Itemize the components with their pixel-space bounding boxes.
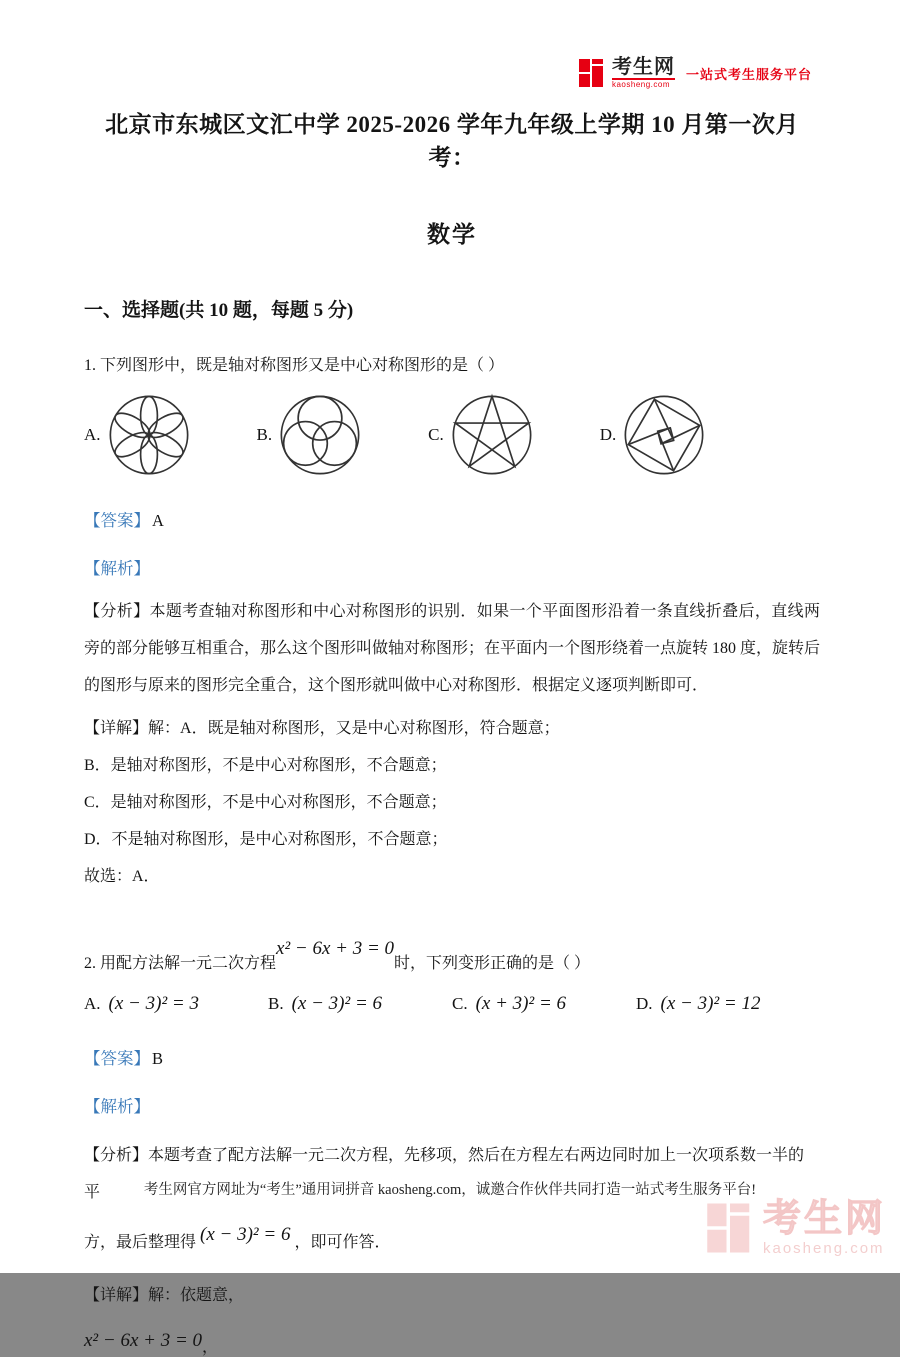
q1-option-a — [84, 393, 191, 477]
q1-xiangjie-line3: C．是轴对称图形，不是中心对称图形，不合题意； — [84, 794, 447, 811]
q1-answer-line — [84, 507, 820, 531]
q2-stem-suffix: 时，下列变形正确的是（ ） — [394, 955, 591, 972]
logo-domain: kaosheng.com — [611, 80, 671, 89]
q2-answer-tag: 【答案】 — [84, 1049, 150, 1068]
watermark-brand-name: 考生网 — [762, 1198, 886, 1240]
kaosheng-logo — [579, 57, 812, 89]
q1-fenxi-tag: 【分析】 — [84, 603, 150, 620]
q2-option-c-label: C. — [452, 994, 468, 1013]
q1-option-d-label: D. — [599, 425, 617, 444]
q1-option-c-label: C. — [428, 425, 444, 444]
q2-fenxi-equation: (x − 3)² = 6 — [200, 1224, 291, 1245]
q2-fenxi-tag: 【分析】 — [84, 1147, 149, 1164]
q2-option-a — [84, 993, 268, 1015]
q2-options-row — [84, 993, 820, 1015]
q2-fenxi-line1-text: 本题考查了配方法解一元二次方程，先移项，然后在方程左右两边同时加上一次项系数一半的平 — [84, 1147, 805, 1201]
page-title-line1: 北京市东城区文汇中学 2025-2026 学年九年级上学期 10 月第一次月考： — [105, 112, 799, 170]
q2-option-d-label: D. — [636, 994, 653, 1013]
q1-xiangjie-line4: D．不是轴对称图形，是中心对称图形，不合题意； — [84, 831, 448, 848]
q2-option-b-formula: (x − 3)² = 6 — [291, 993, 383, 1014]
pentagram-figure — [450, 393, 534, 477]
q1-jiexi-tag: 【解析】 — [84, 559, 150, 578]
q1-xiangjie-line5: 故选：A． — [84, 868, 160, 885]
q1-xiangjie-line2: B．是轴对称图形，不是中心对称图形，不合题意； — [84, 757, 447, 774]
q2-option-b-label: B. — [268, 994, 284, 1013]
q1-fenxi-paragraph — [84, 593, 820, 704]
three-circles-figure — [278, 393, 362, 477]
q1-xiangjie-tag: 【详解】 — [84, 720, 149, 737]
q2-jiexi-tag: 【解析】 — [84, 1097, 150, 1116]
q2-xiangjie-intro: 解：依题意， — [148, 1287, 245, 1304]
q1-stem: 1. 下列图形中，既是轴对称图形又是中心对称图形的是（ ） — [84, 357, 505, 374]
q2-equation-comma: ， — [202, 1339, 219, 1356]
kaosheng-logo-icon — [579, 57, 605, 89]
q2-option-c — [452, 993, 636, 1015]
q1-answer-value: A — [152, 511, 164, 530]
logo-tagline: 一站式考生服务平台 — [685, 66, 812, 82]
logo-text-block — [612, 57, 675, 89]
q1-option-b — [257, 393, 363, 477]
watermark-text-block — [763, 1200, 886, 1256]
q1-fenxi-text: 本题考查轴对称图形和中心对称图形的识别．如果一个平面图形沿着一条直线折叠后，直线两旁的部分能够互相重合，那么这个图形叫做轴对称图形；在平面内一个图形绕着一点旋转 180 度，旋转后的图形与原来的图形完全重合，这个图形就叫做中心对称图形．根据定义逐项判断即可． — [84, 603, 821, 694]
page-title-line2: 数学 — [427, 222, 477, 247]
q1-option-c — [428, 393, 534, 477]
footer-text: 考生网官方网址为“考生”通用词拼音 kaosheng.com，诚邀合作伙伴共同打造一站式考生服务平台! — [143, 1182, 757, 1198]
pinwheel-square-figure — [622, 393, 706, 477]
q2-equation-line — [84, 1328, 820, 1356]
q2-option-d-formula: (x − 3)² = 12 — [660, 993, 761, 1014]
q2-xiangjie-tag: 【详解】 — [84, 1287, 149, 1304]
q2-xiangjie-line — [84, 1277, 820, 1314]
q2-option-a-label: A. — [84, 994, 101, 1013]
q2-xiangjie-equation: x² − 6x + 3 = 0 — [84, 1330, 203, 1351]
q2-fenxi-line2-prefix: 方，最后整理得 — [84, 1234, 197, 1251]
logo-brand-name: 考生网 — [611, 56, 675, 78]
kaosheng-watermark-icon — [707, 1200, 753, 1256]
q1-option-a-label: A. — [84, 425, 101, 444]
section-heading: 一、选择题(共 10 题，每题 5 分) — [84, 300, 354, 321]
q1-xiangjie-line1 — [84, 710, 820, 747]
q1-xiangjie-block — [84, 710, 820, 895]
q2-stem — [84, 921, 820, 973]
q2-answer-value: B — [152, 1049, 164, 1068]
watermark-domain: kaosheng.com — [762, 1240, 885, 1257]
q2-answer-line — [84, 1045, 820, 1069]
q2-option-d — [636, 993, 820, 1015]
q1-figure-options — [84, 389, 820, 481]
q2-option-b — [268, 993, 452, 1015]
q2-option-a-formula: (x − 3)² = 3 — [108, 993, 199, 1014]
q2-jiexi-line — [84, 1093, 820, 1117]
q1-answer-tag: 【答案】 — [84, 511, 150, 530]
six-petal-flower-figure — [107, 393, 191, 477]
q2-fenxi-line2-suffix: ，即可作答． — [294, 1234, 391, 1251]
kaosheng-watermark — [707, 1200, 886, 1256]
q1-xiangjie-line1-text: 解：A．既是轴对称图形，又是中心对称图形，符合题意； — [148, 720, 560, 737]
q1-option-d — [600, 393, 707, 477]
q1-option-b-label: B. — [256, 425, 273, 444]
q2-option-c-formula: (x + 3)² = 6 — [475, 993, 567, 1014]
q2-stem-prefix: 2. 用配方法解一元二次方程 — [84, 955, 277, 972]
q2-stem-equation: x² − 6x + 3 = 0 — [276, 938, 395, 959]
q1-jiexi-line — [84, 555, 820, 579]
